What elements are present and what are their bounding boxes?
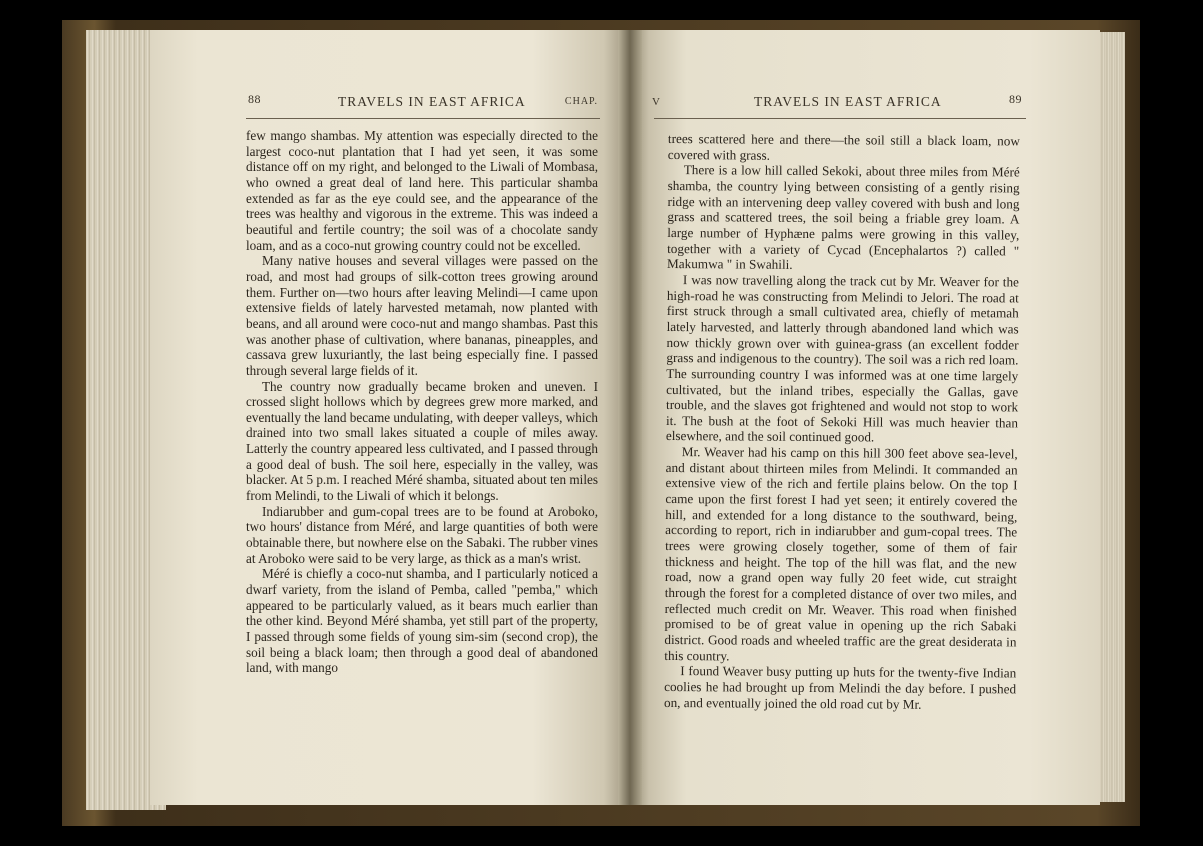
- right-page-body: [664, 131, 1020, 713]
- paragraph: few mango shambas. My attention was especially directed to the largest coco-nut plantation that I had yet seen, it was some distance off on my right, and belonged to the Liwali of Mombasa, who owned a great deal of land here. This particular shamba extended as far as the eye could see, and the appearance of the trees was healthy and vigorous in the extreme. This was indeed a beautiful and fertile country; the soil was of a chocolate sandy loam, and as a coco-nut growing country could not be excelled.: [246, 128, 598, 253]
- left-page-header: [248, 92, 598, 114]
- paragraph: trees scattered here and there—the soil still a black loam, now covered with grass.: [667, 131, 1020, 163]
- paragraph: Mr. Weaver had his camp on this hill 300 feet above sea-level, and distant about thirteen miles from Melindi. It commanded an extensive view of the rich and fertile plains below. On the top I came upon the first forest I had yet seen; it entirely covered the hill, and extended for a long distance to the southward, being, according to report, rich in indiarubber and gum-copal trees. The trees were growing closely together, some of them of fair thickness and height. The top of the hill was flat, and the new road, now a grand open way fully 20 feet wide, cut straight through the forest for a completed distance of over two miles, and reflected much credit on Mr. Weaver. This road when finished promised to be of great value in opening up the rich Sabaki district. Good roads and wheeled traffic are the great desiderata in this country.: [664, 444, 1018, 664]
- left-chapter-label: CHAP.: [564, 96, 598, 107]
- right-chapter-label: V: [652, 96, 661, 108]
- paragraph: There is a low hill called Sekoki, about three miles from Méré shamba, the country lying between consisting of a gently rising ridge with an intervening deep valley covered with bush and long grass and scattered trees, the soil being a friable grey loam. A large number of Hyphæne palms were growing in this valley, together with a variety of Cycad (Encephalartos ?) called " Makumwa " in Swahili.: [667, 162, 1020, 273]
- paragraph: Indiarubber and gum-copal trees are to be found at Aroboko, two hours' distance from Méré, and large quantities of both were obtainable there, but nowhere else on the Sabaki. The rubber vines at Aroboko were said to be very large, as thick as a man's wrist.: [246, 503, 598, 566]
- paragraph: I found Weaver busy putting up huts for the twenty-five Indian coolies he had brought up from Melindi the day before. I pushed on, and eventually joined the old road cut by Mr.: [663, 663, 1017, 712]
- paragraph: Many native houses and several villages were passed on the road, and most had groups of silk-cotton trees growing around them. Further on—two hours after leaving Melindi—I came upon extensive fields of lately harvested metamah, now planted with beans, and all around were coco-nut and mango shambas. Past this was another phase of cultivation, where bananas, pineapples, and cassava grew luxuriantly, the last being especially fine. I passed through several large fields of it.: [246, 253, 598, 378]
- left-page-number: 88: [248, 92, 261, 106]
- right-running-title: TRAVELS IN EAST AFRICA: [754, 94, 942, 109]
- paragraph: The country now gradually became broken and uneven. I crossed slight hollows which by degrees grew more marked, and eventually the land became undulating, with deeper valleys, which drained into two small lakes situated a couple of miles away. Latterly the country appeared less cultivated, and I passed through a good deal of bush. The soil here, especially in the valley, was blacker. At 5 p.m. I reached Méré shamba, situated about ten miles from Melindi, to the Liwali of which it belongs.: [246, 378, 598, 504]
- left-header-rule: [246, 118, 600, 119]
- left-page-body: [246, 128, 598, 676]
- right-page-number: 89: [1009, 92, 1022, 106]
- paragraph: I was now travelling along the track cut by Mr. Weaver for the high-road he was constructing from Melindi to Jelori. The road at first struck through a small cultivated area, chiefly of metamah lately harvested, and latterly through abandoned land which was now thickly grown over with guinea-grass (an excellent fodder grass and indigenous to the country). The soil was a rich red loam. The surrounding country I was informed was at one time largely cultivated, but the inland tribes, especially the Gallas, gave trouble, and the slaves got frightened and would not stop to work it. The bush at the foot of Sekoki Hill was much heavier than elsewhere, and the soil continued good.: [665, 272, 1020, 445]
- book-gutter: [618, 30, 642, 805]
- right-page-header: [652, 92, 1022, 114]
- right-header-rule: [654, 118, 1026, 119]
- left-running-title: TRAVELS IN EAST AFRICA: [338, 94, 526, 109]
- paragraph: Méré is chiefly a coco-nut shamba, and I particularly noticed a dwarf variety, from the island of Pemba, called "pemba," which appeared to be particularly valued, as it bears much earlier than the other kind. Beyond Méré shamba, yet still part of the property, I passed through some fields of young sim-sim (second crop), the soil being a black loam; then through a good deal of abandoned land, with mango: [246, 566, 598, 676]
